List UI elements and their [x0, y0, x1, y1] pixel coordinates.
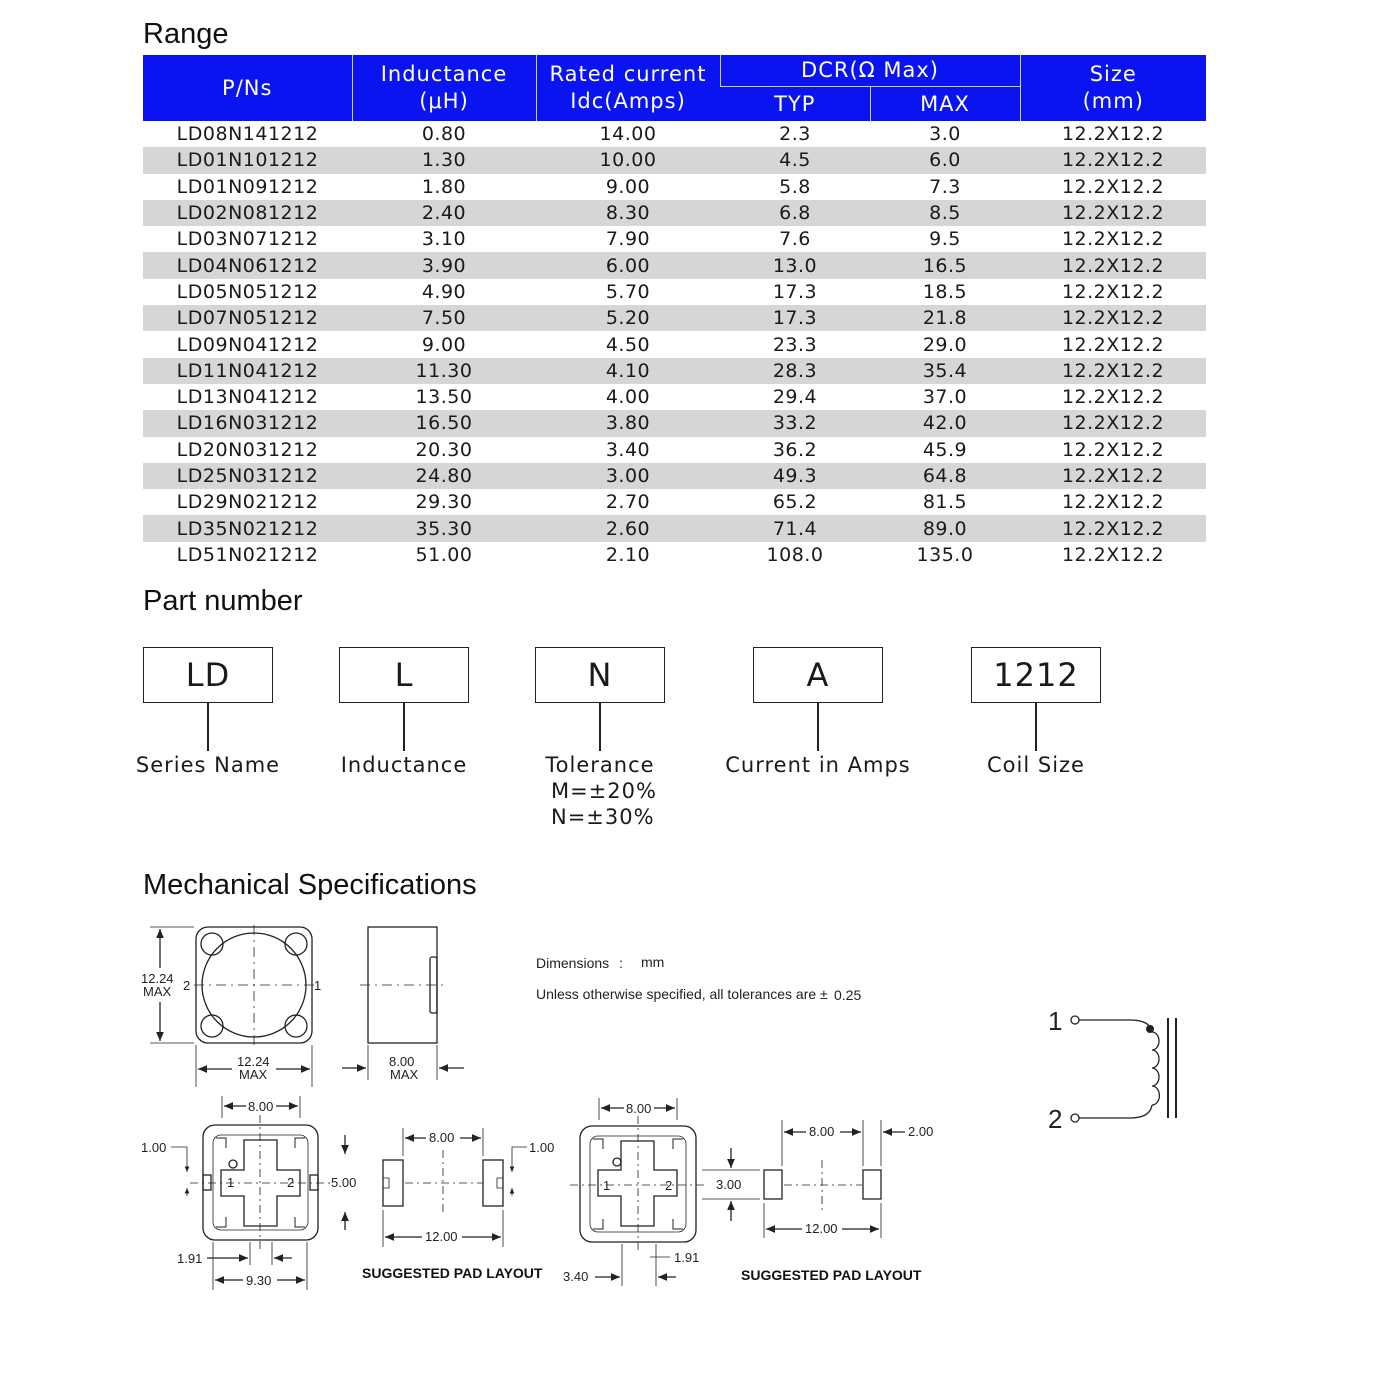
dim-a-top: 8.00	[248, 1099, 274, 1114]
cell-inductance: 16.50	[352, 410, 536, 436]
cell-dcr-typ: 23.3	[772, 333, 818, 356]
cell-inductance: 7.50	[352, 305, 536, 331]
cell-pn: LD11N041212	[143, 358, 352, 384]
cell-size: 12.2X12.2	[1061, 543, 1165, 566]
cell-size: 12.2X12.2	[1061, 491, 1165, 514]
dim-width-value: 12.24	[237, 1054, 270, 1069]
cell-current: 14.00	[599, 123, 657, 146]
cell-dcr-typ: 17.3	[720, 305, 870, 331]
dim-a-height: 5.00	[331, 1175, 357, 1190]
cell-size: 12.2X12.2	[1020, 200, 1206, 226]
cell-size: 12.2X12.2	[1061, 175, 1165, 198]
cell-dcr-typ: 49.3	[720, 463, 870, 489]
pad-layout-label-b: SUGGESTED PAD LAYOUT	[741, 1267, 922, 1283]
schematic-pin-1: 1	[1048, 1006, 1063, 1036]
dim-a-bot2: 9.30	[246, 1273, 272, 1288]
cell-size: 12.2X12.2	[1020, 410, 1206, 436]
cell-dcr-max: 9.5	[929, 228, 961, 251]
cell-pn: LD03N071212	[176, 228, 319, 251]
cell-inductance: 51.00	[415, 543, 473, 566]
inductor-schematic	[1048, 1006, 1176, 1134]
cell-current: 3.40	[605, 438, 651, 461]
dim-a-left: 1.00	[141, 1140, 167, 1155]
cell-dcr-typ: 36.2	[772, 438, 818, 461]
cell-size: 12.2X12.2	[1061, 333, 1165, 356]
cell-dcr-typ: 13.0	[720, 252, 870, 278]
cell-inductance: 24.80	[352, 463, 536, 489]
cell-inductance: 9.00	[421, 333, 467, 356]
dimensions-sep: :	[619, 955, 623, 971]
cell-inductance: 35.30	[352, 515, 536, 541]
header-rated-current: Rated current Idc(Amps)	[536, 55, 720, 121]
cell-current: 2.10	[605, 543, 651, 566]
cell-pn: LD01N101212	[143, 147, 352, 173]
dim-side-max: MAX	[390, 1067, 419, 1082]
cell-size: 12.2X12.2	[1020, 358, 1206, 384]
pad-layout-b	[741, 1120, 933, 1283]
cell-pn: LD08N141212	[176, 123, 319, 146]
cell-pn: LD09N041212	[176, 333, 319, 356]
cell-dcr-typ: 28.3	[720, 358, 870, 384]
pn-box-series: LD	[143, 647, 273, 703]
cell-current: 2.60	[536, 515, 720, 541]
cell-inductance: 29.30	[415, 491, 473, 514]
cell-dcr-typ: 5.8	[779, 175, 811, 198]
dim-a-pad-bot: 12.00	[425, 1229, 458, 1244]
side-view	[342, 927, 464, 1082]
cell-pn: LD51N021212	[176, 543, 319, 566]
cell-dcr-max: 45.9	[922, 438, 968, 461]
schematic-pin-2: 2	[1048, 1104, 1063, 1134]
cell-dcr-max: 21.8	[870, 305, 1020, 331]
dimensions-label: Dimensions	[536, 955, 610, 971]
pad-layout-label-a: SUGGESTED PAD LAYOUT	[362, 1265, 543, 1281]
cell-pn: LD25N031212	[143, 463, 352, 489]
cell-inductance: 11.30	[352, 358, 536, 384]
tolerance-note: Unless otherwise specified, all tolerances are ±	[536, 986, 828, 1002]
cell-pn: LD35N021212	[143, 515, 352, 541]
cell-pn: LD20N031212	[176, 438, 319, 461]
cell-inductance: 0.80	[421, 123, 467, 146]
header-inductance: Inductance (μH)	[352, 55, 536, 121]
pin-label: 2	[287, 1175, 295, 1190]
cell-current: 6.00	[536, 252, 720, 278]
cell-pn: LD04N061212	[143, 252, 352, 278]
dim-b-bot2: 1.91	[674, 1250, 700, 1265]
cell-pn: LD01N091212	[176, 175, 319, 198]
pn-box-current: A	[753, 647, 883, 703]
dimensions-unit: mm	[641, 954, 665, 970]
pn-box-inductance: L	[339, 647, 469, 703]
pin-label: 2	[183, 978, 191, 993]
dim-height-value: 12.24	[141, 971, 174, 986]
cell-dcr-max: 16.5	[870, 252, 1020, 278]
header-pns: P/Ns	[143, 55, 352, 121]
cell-size: 12.2X12.2	[1061, 123, 1165, 146]
header-size: Size (mm)	[1020, 55, 1206, 121]
pn-box-tolerance: N	[535, 647, 665, 703]
cell-pn: LD29N021212	[176, 491, 319, 514]
cell-dcr-max: 64.8	[870, 463, 1020, 489]
dim-side-value: 8.00	[389, 1054, 415, 1069]
dim-a-pad-top: 8.00	[429, 1130, 455, 1145]
cell-dcr-typ: 108.0	[766, 543, 824, 566]
cell-size: 12.2X12.2	[1020, 515, 1206, 541]
dim-b-height: 3.00	[716, 1177, 742, 1192]
cell-pn: LD07N051212	[143, 305, 352, 331]
cell-size: 12.2X12.2	[1020, 147, 1206, 173]
cell-dcr-typ: 2.3	[779, 123, 811, 146]
dim-b-pad-right: 2.00	[908, 1124, 934, 1139]
cell-size: 12.2X12.2	[1020, 463, 1206, 489]
pn-label-tolerance: Tolerance	[545, 753, 655, 777]
cell-size: 12.2X12.2	[1061, 280, 1165, 303]
cell-dcr-typ: 29.4	[772, 386, 818, 409]
pn-tolerance-n: N=±30%	[551, 805, 655, 829]
dim-b-pad-top: 8.00	[809, 1124, 835, 1139]
pn-label-series: Series Name	[135, 753, 281, 777]
header-dcr: DCR(Ω Max)	[720, 55, 1020, 87]
cell-dcr-max: 37.0	[922, 386, 968, 409]
pin-label: 1	[227, 1175, 235, 1190]
cell-dcr-max: 6.0	[870, 147, 1020, 173]
cell-inductance: 3.10	[421, 228, 467, 251]
cell-dcr-max: 81.5	[922, 491, 968, 514]
cell-size: 12.2X12.2	[1061, 228, 1165, 251]
top-view	[141, 925, 321, 1087]
cell-pn: LD13N041212	[176, 386, 319, 409]
pin-label: 2	[665, 1178, 673, 1193]
bottom-view-b	[563, 1098, 760, 1286]
cell-dcr-typ: 71.4	[720, 515, 870, 541]
cell-inductance: 13.50	[415, 386, 473, 409]
cell-current: 4.50	[605, 333, 651, 356]
cell-pn: LD05N051212	[176, 280, 319, 303]
header-dcr-typ: TYP	[720, 87, 870, 122]
mechanical-title: Mechanical Specifications	[143, 869, 477, 901]
dim-a-pad-right: 1.00	[529, 1140, 555, 1155]
cell-inductance: 1.30	[352, 147, 536, 173]
pin-label: 1	[314, 978, 322, 993]
cell-inductance: 1.80	[421, 175, 467, 198]
cell-dcr-max: 8.5	[870, 200, 1020, 226]
cell-current: 10.00	[536, 147, 720, 173]
tolerance-value: 0.25	[834, 987, 862, 1003]
cell-current: 5.20	[536, 305, 720, 331]
cell-dcr-max: 3.0	[929, 123, 961, 146]
pn-label-coil-size: Coil Size	[987, 753, 1085, 777]
part-number-title: Part number	[143, 585, 303, 617]
cell-size: 12.2X12.2	[1061, 386, 1165, 409]
cell-dcr-max: 89.0	[870, 515, 1020, 541]
dim-b-top: 8.00	[626, 1101, 652, 1116]
cell-current: 8.30	[536, 200, 720, 226]
pn-tolerance-m: M=±20%	[551, 779, 657, 803]
cell-dcr-typ: 6.8	[720, 200, 870, 226]
bottom-view-a	[141, 1096, 356, 1290]
cell-current: 4.10	[536, 358, 720, 384]
cell-dcr-typ: 4.5	[720, 147, 870, 173]
cell-pn: LD16N031212	[143, 410, 352, 436]
cell-dcr-max: 18.5	[922, 280, 968, 303]
cell-current: 3.80	[536, 410, 720, 436]
cell-size: 12.2X12.2	[1061, 438, 1165, 461]
cell-dcr-typ: 33.2	[720, 410, 870, 436]
cell-dcr-max: 29.0	[922, 333, 968, 356]
cell-pn: LD02N081212	[143, 200, 352, 226]
cell-current: 2.70	[605, 491, 651, 514]
cell-dcr-typ: 7.6	[779, 228, 811, 251]
cell-dcr-max: 7.3	[929, 175, 961, 198]
cell-current: 4.00	[605, 386, 651, 409]
cell-current: 3.00	[536, 463, 720, 489]
dim-width-max: MAX	[239, 1067, 268, 1082]
cell-current: 9.00	[605, 175, 651, 198]
cell-dcr-max: 42.0	[870, 410, 1020, 436]
dim-b-bot1: 3.40	[563, 1269, 589, 1284]
cell-dcr-typ: 17.3	[772, 280, 818, 303]
pn-box-coil-size: 1212	[971, 647, 1101, 703]
cell-inductance: 20.30	[415, 438, 473, 461]
cell-dcr-max: 35.4	[870, 358, 1020, 384]
pn-label-current: Current in Amps	[725, 753, 911, 777]
dim-height-max: MAX	[143, 984, 172, 999]
cell-dcr-max: 135.0	[916, 543, 974, 566]
pn-label-inductance: Inductance	[340, 753, 468, 777]
pad-layout-a	[362, 1128, 554, 1281]
cell-dcr-typ: 65.2	[772, 491, 818, 514]
dim-b-pad-bot: 12.00	[805, 1221, 838, 1236]
cell-inductance: 4.90	[421, 280, 467, 303]
cell-size: 12.2X12.2	[1020, 252, 1206, 278]
cell-current: 5.70	[605, 280, 651, 303]
cell-inductance: 3.90	[352, 252, 536, 278]
header-dcr-max: MAX	[870, 87, 1020, 122]
cell-current: 7.90	[605, 228, 651, 251]
cell-inductance: 2.40	[352, 200, 536, 226]
pin-label: 1	[603, 1178, 611, 1193]
cell-size: 12.2X12.2	[1020, 305, 1206, 331]
dim-a-bot1: 1.91	[177, 1251, 203, 1266]
range-title: Range	[143, 18, 229, 50]
